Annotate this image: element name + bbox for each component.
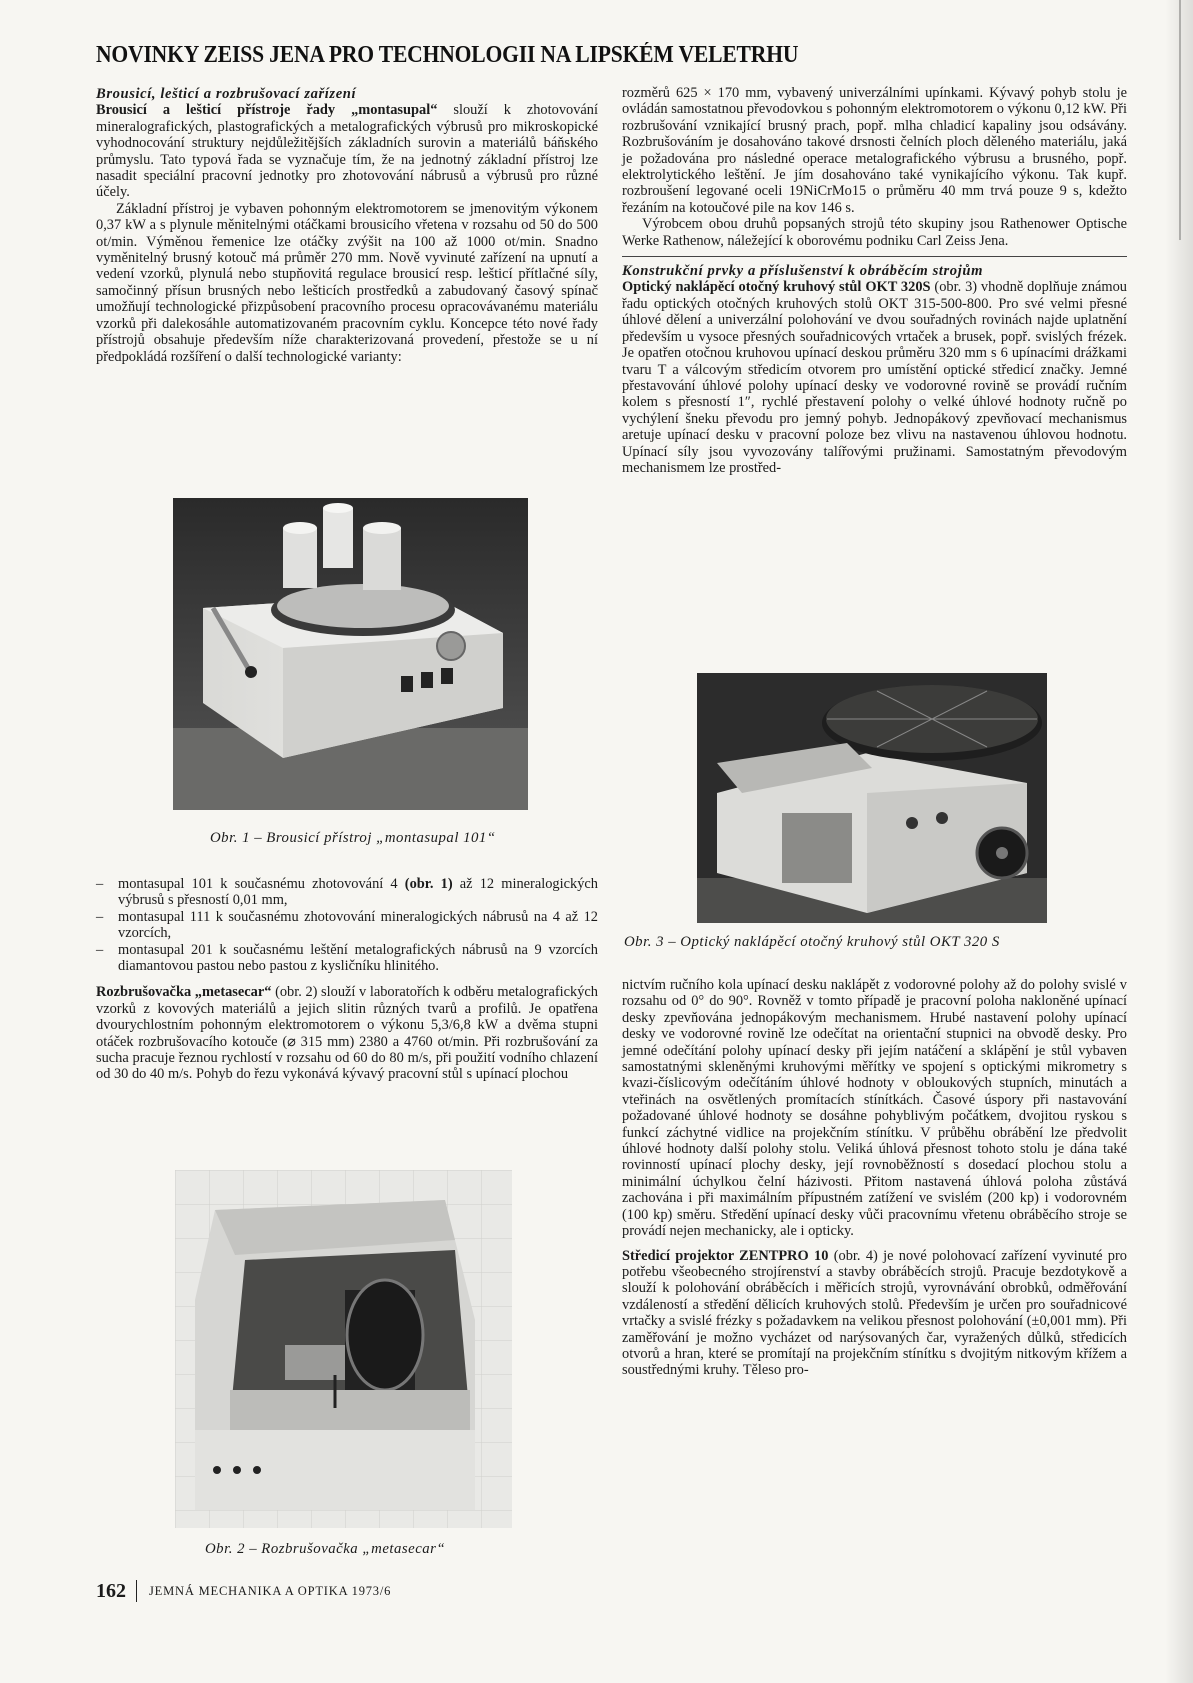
figure-1-photo bbox=[173, 498, 528, 810]
paragraph-okt bbox=[622, 279, 1127, 476]
paragraph-base-device: Základní přístroj je vybaven pohonným elektromotorem se jmenovitým výkonem 0,37 kW a s plynule měnitelnými otáčkami brousicího vřetena v rozsahu od 50 do 500 ot/min. Výměnou řemenice lze otáčky zvýšit na 100 až 1000 ot/min. Snadno vyměnitelný brusný kotouč má průměr 270 mm. Nově vyvinuté zařízení na upnutí a vedení vzorků, plynulá nebo stupňovitá regulace brousicí resp. lešticí přítlačné síly, samočinný přísun brusných nebo lešticích prostředků a zabudovaný časový spínač umožňují technologické přizpůsobení pracovního procesu opracovávanému materiálu vzorků při dalekosáhle automatizovaném pracovním cyklu. Koncepce této nové řady přístrojů obsahuje především níže charakterizovaná provedení, přestože se u ní předpokládá rozšíření o další technologické varianty: bbox=[96, 200, 598, 365]
variant-text: montasupal 101 k současnému zhotovování 4 bbox=[118, 876, 405, 892]
paragraph-metasecar bbox=[96, 984, 598, 1082]
paragraph-zentpro bbox=[622, 1248, 1127, 1379]
variant-item bbox=[96, 909, 598, 942]
left-column-bottom bbox=[96, 876, 598, 1083]
page-title: NOVINKY ZEISS JENA PRO TECHNOLOGII NA LIPSKÉM VELETRHU bbox=[96, 42, 799, 68]
footer-divider bbox=[136, 1580, 137, 1602]
text-okt: (obr. 3) vhodně doplňuje známou řadu optických otočných kruhových stolů OKT 315-500-800. Pro své velmi přesné úhlové dělení a univerzální polohování ve dvou souřadných rovinách najde uplatnění především u vysoce přesných souřadnicových vrtaček a brusek, popř. svislých frézek. Je opatřen otočnou kruhovou upínací deskou průměru 320 mm s 6 upínacími drážkami tvaru T a válcovým středicím otvorem pro umístění optické středicí značky. Jemné přestavování úhlové polohy upínací desky ve vodorovné rovině se provádí ručním kolem s přesností 1″, rychlé přestavení polohy o velké úhlové hodnoty ručně po vychýlení šneku převodu pro jemný pohyb. Jednopákový zpevňovací mechanismus aretuje upínací desku v pracovní poloze bez vlivu na nastavenou úhlovou hodnotu. Upínací síly jsou vyvozovány talířovými pružinami. Samostatným převodovým mechanismem lze prostřed- bbox=[622, 279, 1127, 476]
paragraph-okt-continued: nictvím ručního kola upínací desku naklápět z vodorovné polohy až do polohy svislé v rozsahu od 0° do 90°. Rovněž v tomto případě je pracovní poloha nakloněné upínací desky zpevňována jednopákovým mechanismem. Hrubé nastavení polohy upínací desky ve vodorovné rovině lze odečítat na orientační stupnici na obvodě desky. Pro jemné odečítání polohy upínací desky při jejím natáčení a sklápění je stůl vybaven samostatnými skleněnými kruhovými měřítky ve spojení s optickými mikrometry s kvazi-číslicovým odečítáním úhlové hodnoty v obloukových stupních, minutách a vteřinách na osvětlených promítacích stínítkách. Časové úspory při nastavování požadované úhlové hodnoty se dosáhne pohyblivým počátkem, dvojitou ryskou s funkcí záchytné vidlice na projekčním stínítku. V průběhu obrábění lze předvolit úhlové hodnoty další polohy stolu. Veliká úhlová přesnost tohoto stolu je dána také rovinností upínací plochy desky, její rovnoběžností s dosedací plochou stolu a minimální úchylkou čelní házivosti. Přitom nastavená úhlová poloha zůstává zachována i při maximálním přípustném zatížení ve svislém (200 kp) i vodorovném (100 kp) směru. Středění upínací desky vůči pracovnímu vřetenu obráběcího stroje se provádí nejen mechanicky, ale i opticky. bbox=[622, 977, 1127, 1240]
figure-reference: (obr. 1) bbox=[404, 876, 453, 892]
list-dash: – bbox=[96, 876, 104, 892]
lead-metasecar: Rozbrušovačka „metasecar“ bbox=[96, 984, 272, 1001]
lead-zentpro: Středicí projektor ZENTPRO 10 bbox=[622, 1247, 829, 1264]
text-metasecar: (obr. 2) slouží v laboratořích k odběru metalografických vzorků z kovových materiálů a jejich slitin různých tvarů a profilů. Je opatřena dvourychlostním pohonným elektromotorem o výkonu 5,3/6,8 kW a dvěma stupni otáček rozbrušovacího kotouče (⌀ 315 mm) 2380 a 4760 ot/min. Při rozbrušování za sucha pracuje řeznou rychlostí v rozsahu od 60 do 80 m/s, při použití vodního chlazení od 30 do 40 m/s. Pohyb do řezu vykonává kývavý pracovní stůl s upínací plochou bbox=[96, 984, 599, 1083]
figure-2-caption: Obr. 2 – Rozbrušovačka „metasecar“ bbox=[205, 1541, 446, 1557]
variant-text: montasupal 201 k současnému leštění metalografických nábrusů na 9 vzorcích diamantovou pastou nebo pastou z kysličníku hlinitého. bbox=[118, 941, 598, 975]
lead-montasupal: Brousicí a lešticí přístroje řady „montasupal“ bbox=[96, 102, 438, 119]
figure-1-caption: Obr. 1 – Brousicí přístroj „montasupal 101“ bbox=[210, 830, 496, 846]
variant-item bbox=[96, 876, 598, 909]
page-footer bbox=[96, 1578, 391, 1604]
page-number: 162 bbox=[96, 1579, 126, 1602]
figure-3-photo bbox=[697, 673, 1047, 923]
variant-text-end: až 12 mineralogických výbrusů s přesností 0,01 mm, bbox=[118, 876, 598, 909]
variant-item bbox=[96, 942, 598, 975]
lead-okt: Optický naklápěcí otočný kruhový stůl OKT 320S bbox=[622, 279, 931, 296]
right-column-bottom bbox=[622, 977, 1127, 1379]
paragraph-manufacturer: Výrobcem obou druhů popsaných strojů této skupiny jsou Rathenower Optische Werke Rathenow, náležející k oborovému podniku Carl Zeiss Jena. bbox=[622, 216, 1127, 249]
text-montasupal: slouží k zhotovování mineralografických, plastografických a metalografických výbrusů pro mikroskopické vyhodnocování struktury nejdůležitějších základních surovin a materiálů báňského průmyslu. Tato typová řada se vyznačuje tím, že na jednotný základní přístroj lze nasadit speciální pracovní jednotky pro zhotovování nábrusů a výbrusů pro různé účely. bbox=[96, 102, 598, 201]
page-edge-shadow bbox=[1165, 0, 1193, 1683]
variant-text: montasupal 111 k současnému zhotovování mineralogických nábrusů na 4 až 12 vzorcích, bbox=[118, 908, 598, 942]
left-column-top bbox=[96, 86, 598, 365]
list-dash: – bbox=[96, 908, 104, 925]
paragraph-metasecar-continued: rozměrů 625 × 170 mm, vybavený univerzálními upínkami. Kývavý pohyb stolu je ovládán samostatnou převodovkou s pohonným elektromotorem o výkonu 0,12 kW. Při rozbrušování vznikající brusný prach, popř. mlha chladicí kapaliny jsou odsávány. Rozbrušováním je dosahováno takové drsnosti čelních ploch děleného materiálu, jaká je požadována pro následné operace metalografického výbrusu a brusného, popř. elektrolytického leštění. Je jím dosahováno také vynikajícího výkonu. Tak kupř. rozbroušení legované oceli 19NiCrMo15 o průměru 40 mm trvá pouze 9 s, kdežto řezáním na kotoučové pile na kov 146 s. bbox=[622, 85, 1127, 216]
section-divider bbox=[622, 256, 1127, 257]
figure-3-caption: Obr. 3 – Optický naklápěcí otočný kruhový stůl OKT 320 S bbox=[624, 934, 1000, 950]
variant-list bbox=[96, 876, 598, 974]
section-title-grinding: Brousicí, lešticí a rozbrušovací zařízení bbox=[96, 86, 357, 102]
paragraph-montasupal bbox=[96, 102, 598, 200]
list-dash: – bbox=[96, 941, 104, 958]
figure-2-photo bbox=[175, 1170, 512, 1528]
section-title-machine-tools: Konstrukční prvky a příslušenství k obráběcím strojům bbox=[622, 263, 984, 280]
right-column-top bbox=[622, 85, 1127, 476]
page-edge-line bbox=[1179, 0, 1181, 240]
text-zentpro: (obr. 4) je nové polohovací zařízení vyvinuté pro potřebu všeobecného strojírenství a stavby obráběcích strojů. Pracuje bezdotykově a slouží k polohování obráběcích i měřicích strojů, vyrovnávání obrobků, odměřování vzdáleností a středění dělicích kruhových stolů. Především je určen pro souřadnicové vrtačky a svislé frézky s požadavkem na velikou přesnost polohování (±0,001 mm). Při zaměřování je možno vycházet od narýsovaných čar, vyražených důlků, středicích otvorů a hran, které se promítají na projekčním stínítku s dvojitým nitkovým křížem a soustřednými kruhy. Těleso pro- bbox=[622, 1247, 1127, 1379]
journal-name: JEMNÁ MECHANIKA A OPTIKA 1973/6 bbox=[149, 1583, 392, 1598]
